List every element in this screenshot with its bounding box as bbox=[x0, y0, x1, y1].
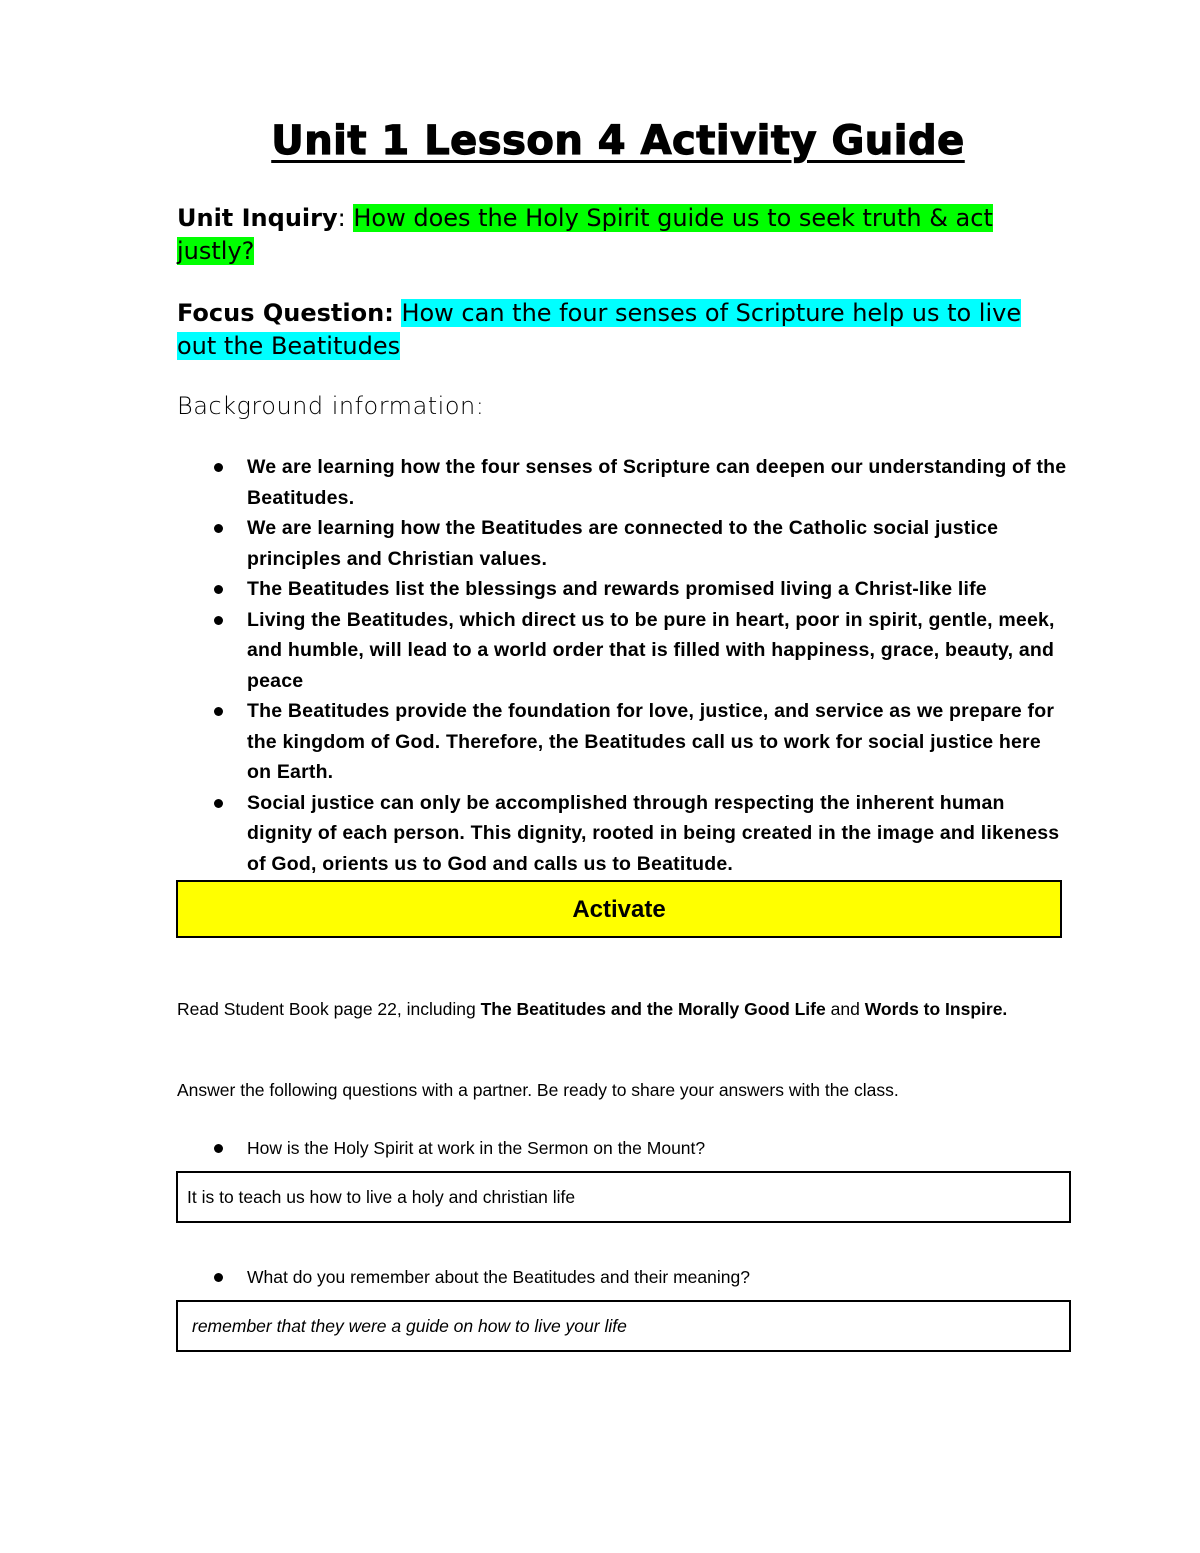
partner-instruction: Answer the following questions with a partner. Be ready to share your answers with the class. bbox=[177, 1080, 899, 1100]
background-bullet: Living the Beatitudes, which direct us to be pure in heart, poor in spirit, gentle, meek, and humble, will lead to a world order that is filled with happiness, grace, beauty, and peace bbox=[177, 605, 1067, 697]
reading-title-2: Words to Inspire. bbox=[864, 999, 1008, 1019]
focus-question-text: How can the four senses of Scripture help us to live out the Beatitudes bbox=[177, 299, 1022, 360]
answer-1-field[interactable]: It is to teach us how to live a holy and christian life bbox=[176, 1171, 1071, 1223]
unit-inquiry-separator: : bbox=[337, 204, 354, 232]
background-heading: Background information: bbox=[177, 392, 485, 420]
unit-inquiry-text: How does the Holy Spirit guide us to seek truth & act justly? bbox=[177, 204, 993, 265]
background-bullet: We are learning how the four senses of Scripture can deepen our understanding of the Beatitudes. bbox=[177, 452, 1067, 513]
page-title: Unit 1 Lesson 4 Activity Guide bbox=[271, 118, 965, 164]
focus-question bbox=[177, 297, 1037, 363]
reading-prefix: Read Student Book page 22, including bbox=[177, 999, 481, 1019]
background-bullet: The Beatitudes provide the foundation for love, justice, and service as we prepare for the kingdom of God. Therefore, the Beatitudes call us to work for social justice here on Earth. bbox=[177, 696, 1067, 788]
question-2: What do you remember about the Beatitudes and their meaning? bbox=[177, 1264, 1057, 1291]
background-bullet: The Beatitudes list the blessings and rewards promised living a Christ-like life bbox=[177, 574, 1067, 605]
background-bullet: We are learning how the Beatitudes are connected to the Catholic social justice principles and Christian values. bbox=[177, 513, 1067, 574]
answer-2-field[interactable]: remember that they were a guide on how to live your life bbox=[176, 1300, 1071, 1352]
focus-question-label: Focus Question: bbox=[177, 299, 394, 327]
reading-middle: and bbox=[825, 999, 865, 1019]
reading-title-1: The Beatitudes and the Morally Good Life bbox=[480, 999, 826, 1019]
activate-section-header: Activate bbox=[176, 880, 1062, 938]
background-bullet: Social justice can only be accomplished through respecting the inherent human dignity of each person. This dignity, rooted in being created in the image and likeness of God, orients us to God and calls us to Beatitude. bbox=[177, 788, 1067, 880]
unit-inquiry-label: Unit Inquiry bbox=[177, 204, 338, 232]
unit-inquiry bbox=[177, 202, 1037, 268]
reading-instruction bbox=[177, 996, 1057, 1023]
question-1: How is the Holy Spirit at work in the Sermon on the Mount? bbox=[177, 1135, 1057, 1162]
background-bullet-list bbox=[177, 452, 1067, 879]
